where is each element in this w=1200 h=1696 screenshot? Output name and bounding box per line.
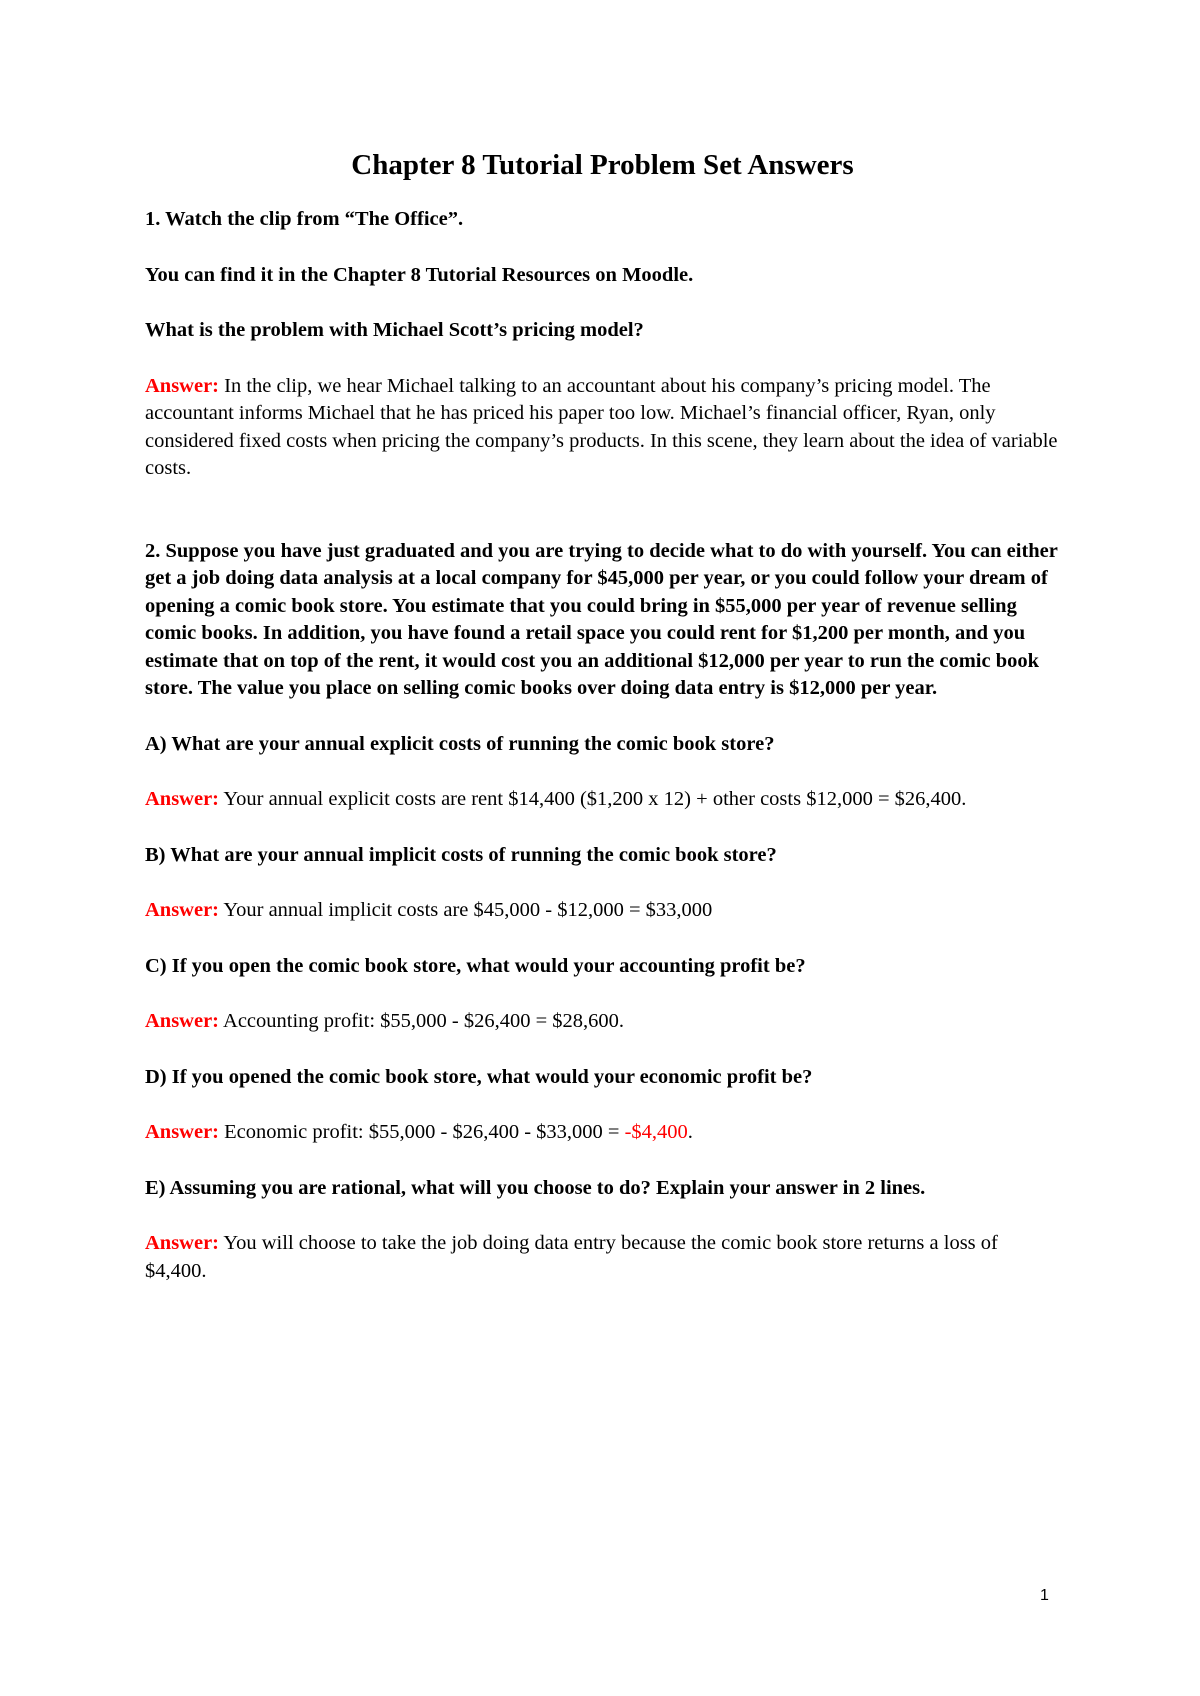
document-title: Chapter 8 Tutorial Problem Set Answers [351, 149, 854, 181]
q2a-answer [145, 786, 1060, 814]
q1-answer [145, 373, 1060, 483]
q2e-answer-label: Answer: [145, 1232, 220, 1254]
q1-prompt-line3: What is the problem with Michael Scott’s pricing model? [145, 319, 644, 341]
q2-prompt: 2. Suppose you have just graduated and you are trying to decide what to do with yourself. You can either get a job doing data analysis at a local company for $45,000 per year, or you could follow your dream of opening a comic book store. You estimate that you could bring in $55,000 per year of revenue selling comic books. In addition, you have found a retail space you could rent for $1,200 per month, and you estimate that on top of the rent, it would cost you an additional $12,000 per year to run the comic book store. The value you place on selling comic books over doing data entry is $12,000 per year. [145, 539, 1058, 699]
q2b-answer-text: Your annual implicit costs are $45,000 - $12,000 = $33,000 [219, 899, 713, 921]
q2a-answer-text: Your annual explicit costs are rent $14,400 ($1,200 x 12) + other costs $12,000 = $26,400. [219, 788, 967, 810]
q2b-question: B) What are your annual implicit costs of running the comic book store? [145, 843, 777, 866]
q2d-answer-label: Answer: [145, 1121, 220, 1143]
q2d-question: D) If you opened the comic book store, what would your economic profit be? [145, 1065, 813, 1088]
page-number: 1 [1040, 1587, 1049, 1604]
q2b-answer [145, 897, 1060, 925]
q2d-answer [145, 1119, 1060, 1147]
q2c-answer [145, 1008, 1060, 1036]
q2c-question: C) If you open the comic book store, what would your accounting profit be? [145, 954, 806, 977]
q2e-question: E) Assuming you are rational, what will you choose to do? Explain your answer in 2 lines. [145, 1176, 926, 1199]
q1-answer-label: Answer: [145, 374, 220, 397]
q2d-answer-value: -$4,400 [624, 1121, 688, 1143]
q2e-answer-text: You will choose to take the job doing data entry because the comic book store returns a loss of $4,400. [145, 1232, 998, 1282]
q2b-answer-label: Answer: [145, 899, 220, 921]
q1-prompt-line2: You can find it in the Chapter 8 Tutorial Resources on Moodle. [145, 263, 694, 286]
q2a-question: A) What are your annual explicit costs of running the comic book store? [145, 732, 775, 755]
q2d-answer-text: Economic profit: $55,000 - $26,400 - $33,000 = [219, 1121, 625, 1143]
q2d-answer-end: . [687, 1121, 693, 1143]
q1-answer-text: In the clip, we hear Michael talking to an accountant about his company’s pricing model. The accountant informs Michael that he has priced his paper too low. Michael’s financial officer, Ryan, only considered fixed costs when pricing the company’s products. In this scene, they learn about the idea of variable costs. [145, 374, 1058, 479]
q2c-answer-text: Accounting profit: $55,000 - $26,400 = $28,600. [219, 1010, 625, 1032]
q2c-answer-label: Answer: [145, 1010, 220, 1032]
q2e-answer [145, 1230, 1060, 1285]
q2a-answer-label: Answer: [145, 788, 220, 810]
q1-prompt-line1: 1. Watch the clip from “The Office”. [145, 208, 464, 230]
document-content [145, 140, 1060, 1313]
